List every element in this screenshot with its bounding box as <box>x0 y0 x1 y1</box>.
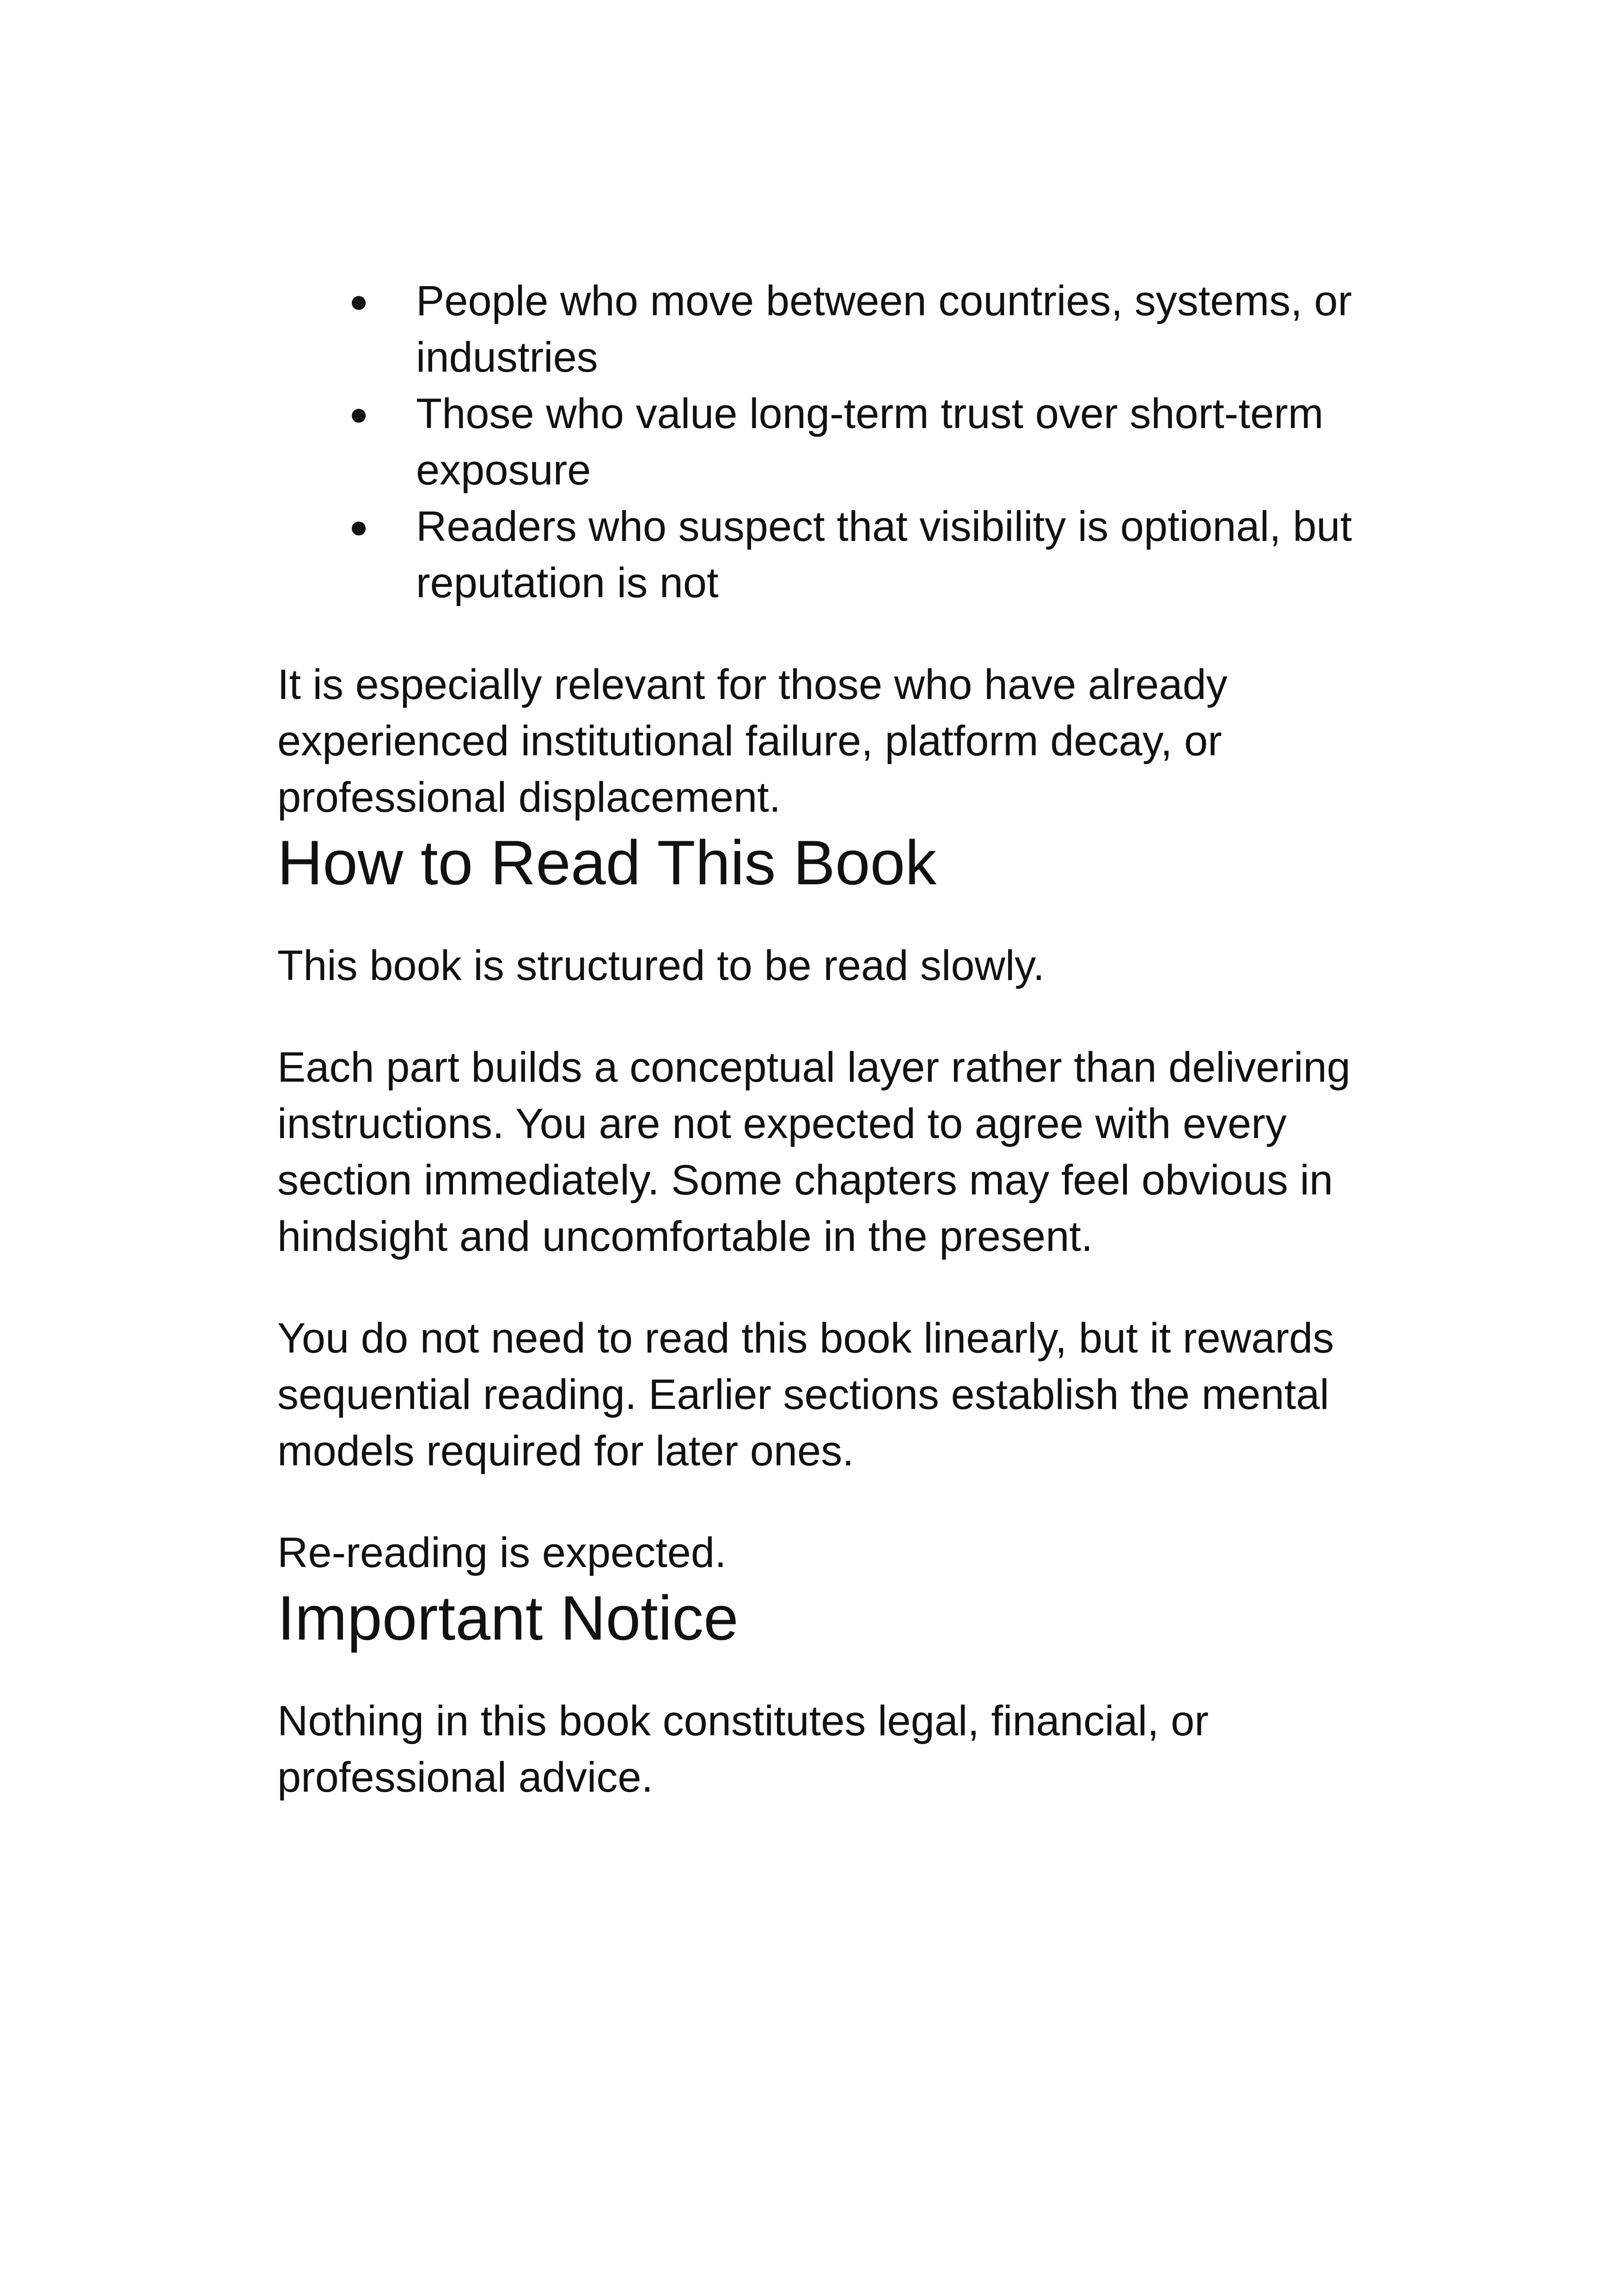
list-item-text: People who move between countries, systems, or industries <box>416 277 1352 381</box>
important-notice-heading: Important Notice <box>277 1583 739 1653</box>
intro-paragraph: It is especially relevant for those who have already experienced institutional failure, platform decay, or professional displacement. <box>277 661 1228 821</box>
paragraph: Nothing in this book constitutes legal, financial, or professional advice. <box>277 1697 1209 1801</box>
paragraph: You do not need to read this book linearly, but it rewards sequential reading. Earlier sections establish the mental models required for later ones. <box>277 1315 1334 1475</box>
bullet-icon: ● <box>349 508 369 545</box>
how-to-read-heading: How to Read This Book <box>277 827 937 898</box>
page-content <box>277 273 1359 1806</box>
paragraph: Re-reading is expected. <box>277 1529 727 1576</box>
list-item <box>277 498 1359 611</box>
audience-bullet-list <box>277 273 1359 611</box>
list-item-text: Those who value long-term trust over short-term exposure <box>416 390 1324 494</box>
bullet-icon: ● <box>349 283 369 319</box>
list-item <box>277 273 1359 386</box>
list-item <box>277 386 1359 498</box>
paragraph: This book is structured to be read slowly. <box>277 942 1045 989</box>
list-item-text: Readers who suspect that visibility is optional, but reputation is not <box>416 503 1352 606</box>
paragraph: Each part builds a conceptual layer rather than delivering instructions. You are not expected to agree with every section immediately. Some chapters may feel obvious in hindsight and uncomfortable in the present. <box>277 1044 1351 1260</box>
bullet-icon: ● <box>349 396 369 432</box>
